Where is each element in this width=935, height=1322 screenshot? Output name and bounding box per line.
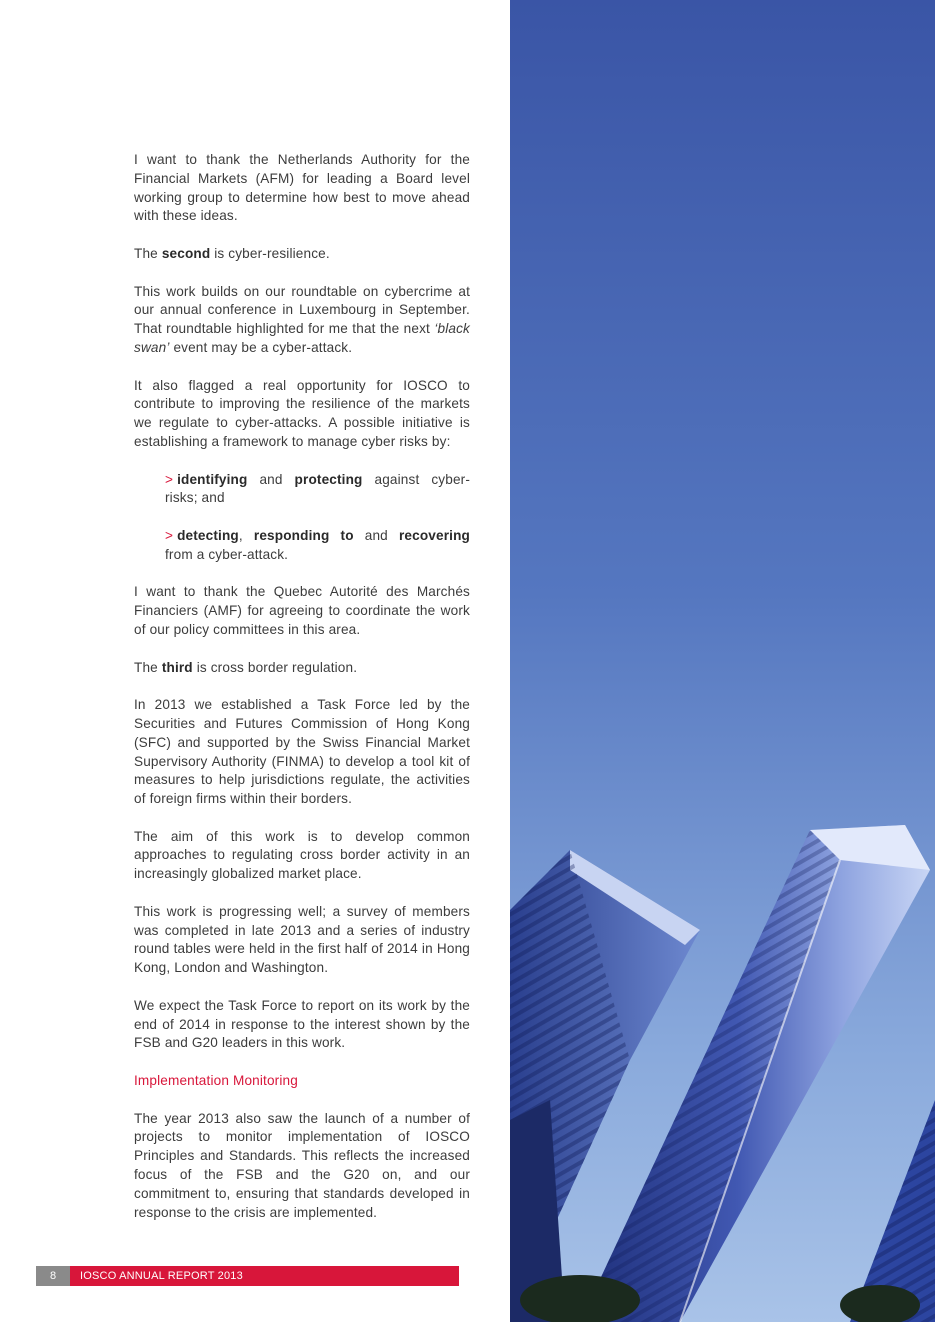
text-run: The (134, 659, 162, 675)
page-footer (36, 1266, 459, 1286)
text-run: against cyber-risks; and (165, 471, 471, 506)
bold-text: second (161, 245, 211, 261)
skyscraper-photo (510, 0, 935, 1322)
paragraph (134, 283, 470, 358)
arrow-icon: > (165, 471, 174, 487)
paragraph: It also flagged a real opportunity for IOSCO to contribute to improving the resilience of the markets we regulate to cyber-attacks. A possible initiative is establishing a framework to manage cyber risks by: (134, 377, 470, 449)
skyscraper-illustration (510, 0, 935, 1322)
paragraph: In 2013 we established a Task Force led by the Securities and Futures Commission of Hong Kong (SFC) and supported by the Swiss Financial Market Supervisory Authority (FINMA) to develop a tool kit of measures to help jurisdictions regulate, the activities of foreign firms within their borders. (134, 697, 470, 807)
bullet-item (165, 471, 470, 509)
text-run: and (247, 471, 295, 487)
italic-text: ‘black swan’ (134, 321, 470, 355)
paragraph (134, 245, 470, 264)
paragraph: This work is progressing well; a survey of members was completed in late 2013 and a series of industry round tables were held in the first half of 2014 in Hong Kong, London and Washington. (134, 903, 470, 976)
text-run: is cyber-resilience. (210, 245, 330, 261)
arrow-icon: > (165, 527, 174, 543)
text-run: The (134, 245, 162, 261)
text-run: and (353, 527, 399, 543)
bullet-item (165, 527, 470, 565)
page-number: 8 (36, 1266, 70, 1286)
paragraph: We expect the Task Force to report on its work by the end of 2014 in response to the interest shown by the FSB and G20 leaders in this work. (134, 997, 470, 1051)
text-run: , (238, 527, 254, 543)
text-run: event may be a cyber-attack. (169, 339, 353, 355)
bold-text: detecting (177, 527, 239, 543)
paragraph (134, 659, 470, 678)
text-run: This work builds on our roundtable on cybercrime at our annual conference in Luxembourg in September. That roundtable highlighted for me that the next (134, 283, 470, 337)
bold-text: protecting (294, 471, 363, 487)
bold-text: responding to (253, 527, 354, 543)
paragraph: I want to thank the Netherlands Authority for the Financial Markets (AFM) for leading a Board level working group to determine how best to move ahead with these ideas. (134, 152, 470, 224)
paragraph: The aim of this work is to develop common approaches to regulating cross border activity in an increasingly globalized market place. (134, 828, 470, 882)
body-text (134, 151, 470, 1241)
paragraph: The year 2013 also saw the launch of a number of projects to monitor implementation of IOSCO Principles and Standards. This reflects the increased focus of the FSB and the G20 on, and our commitment to, ensuring that standards developed in response to the crisis are implemented. (134, 1110, 470, 1220)
bold-text: recovering (398, 527, 470, 543)
text-run: is cross border regulation. (192, 659, 358, 675)
text-run: from a cyber-attack. (165, 546, 289, 562)
bold-text: identifying (177, 471, 248, 487)
paragraph: I want to thank the Quebec Autorité des Marchés Financiers (AMF) for agreeing to coordinate the work of our policy committees in this area. (134, 584, 470, 637)
bold-text: third (161, 659, 193, 675)
footer-title: IOSCO ANNUAL REPORT 2013 (70, 1266, 459, 1286)
section-heading: Implementation Monitoring (134, 1073, 298, 1089)
